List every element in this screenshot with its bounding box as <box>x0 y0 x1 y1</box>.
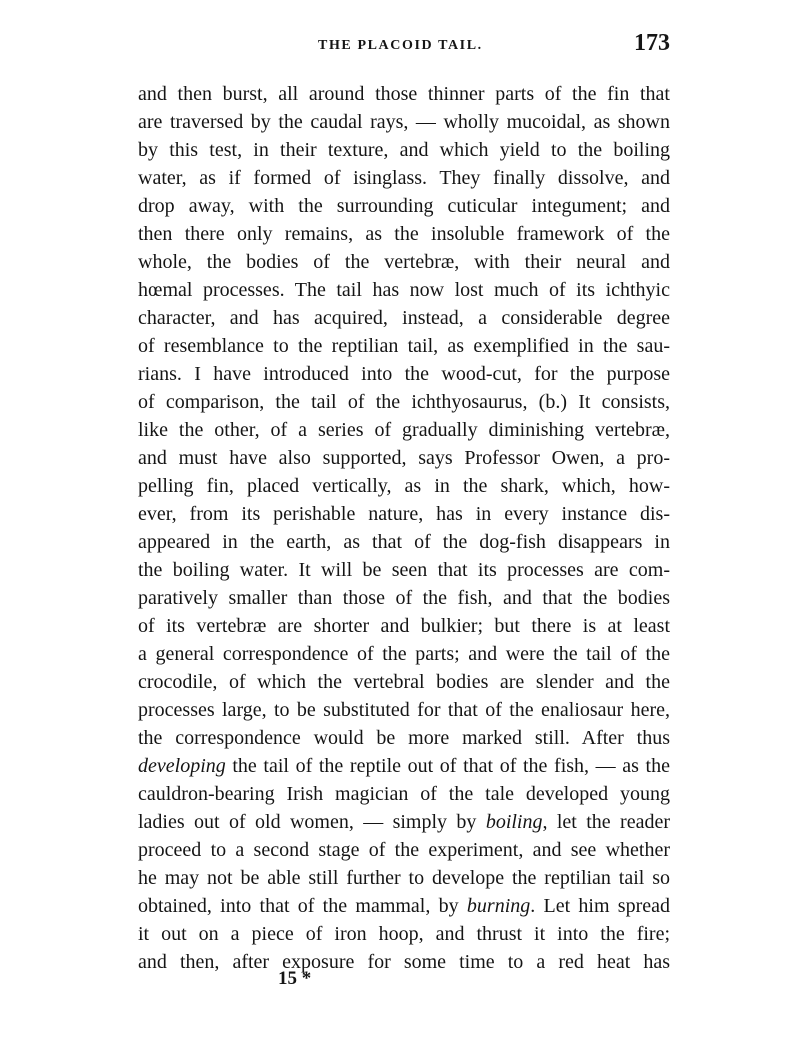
text-line: and then burst, all around those thinner parts of the fin that <box>138 83 670 105</box>
line-rest: the tail of the reptile out of that of the fish, — as the <box>225 755 670 777</box>
text-line: of resemblance to the reptilian tail, as exemplified in the sau- <box>138 335 670 357</box>
running-head <box>138 30 670 58</box>
text-line: by this test, in their texture, and which yield to the boiling <box>138 139 670 161</box>
running-title: THE PLACOID TAIL. <box>318 38 483 53</box>
text-line: proceed to a second stage of the experiment, and see whether <box>138 839 670 861</box>
text-line: of its vertebræ are shorter and bulkier; but there is at least <box>138 615 670 637</box>
text-line-burning <box>138 892 670 920</box>
text-line: drop away, with the surrounding cuticular integument; and <box>138 195 670 217</box>
italic-boiling: boiling <box>485 811 543 833</box>
text-line: and must have also supported, says Professor Owen, a pro- <box>138 447 670 469</box>
text-line: and then, after exposure for some time to a red heat has <box>138 951 670 973</box>
text-line: the correspondence would be more marked still. After thus <box>138 727 670 749</box>
text-line: character, and has acquired, instead, a considerable degree <box>138 307 670 329</box>
page-number: 173 <box>634 30 670 56</box>
text-line: cauldron-bearing Irish magician of the tale developed young <box>138 783 670 805</box>
text-line: crocodile, of which the vertebral bodies are slender and the <box>138 671 670 693</box>
text-line: are traversed by the caudal rays, — wholly mucoidal, as shown <box>138 111 670 133</box>
line-post: . Let him spread <box>530 895 670 917</box>
italic-burning: burning <box>466 895 531 917</box>
text-line: the boiling water. It will be seen that its processes are com- <box>138 559 670 581</box>
text-line: rians. I have introduced into the wood-cut, for the purpose <box>138 363 670 385</box>
text-line: paratively smaller than those of the fish, and that the bodies <box>138 587 670 609</box>
text-line: processes large, to be substituted for that of the enaliosaur here, <box>138 699 670 721</box>
text-line-developing <box>138 752 670 780</box>
text-line: appeared in the earth, as that of the dog-fish disappears in <box>138 531 670 553</box>
text-line: like the other, of a series of gradually diminishing vertebræ, <box>138 419 670 441</box>
text-line: a general correspondence of the parts; and were the tail of the <box>138 643 670 665</box>
signature-mark: 15 * <box>278 968 312 989</box>
italic-developing: developing <box>138 755 226 777</box>
text-line: hœmal processes. The tail has now lost much of its ichthyic <box>138 279 670 301</box>
text-line: ever, from its perishable nature, has in every instance dis- <box>138 503 670 525</box>
text-line: pelling fin, placed vertically, as in the shark, which, how- <box>138 475 670 497</box>
text-line-boiling <box>138 808 670 836</box>
text-line: then there only remains, as the insoluble framework of the <box>138 223 670 245</box>
text-line: he may not be able still further to develope the reptilian tail so <box>138 867 670 889</box>
text-line: it out on a piece of iron hoop, and thrust it into the fire; <box>138 923 670 945</box>
body-text <box>138 80 670 976</box>
line-post: , let the reader <box>542 811 670 833</box>
text-line: whole, the bodies of the vertebræ, with their neural and <box>138 251 670 273</box>
text-line: water, as if formed of isinglass. They finally dissolve, and <box>138 167 670 189</box>
text-line: of comparison, the tail of the ichthyosaurus, (b.) It consists, <box>138 391 670 413</box>
line-pre: ladies out of old women, — simply by <box>138 811 486 833</box>
line-pre: obtained, into that of the mammal, by <box>138 895 467 917</box>
